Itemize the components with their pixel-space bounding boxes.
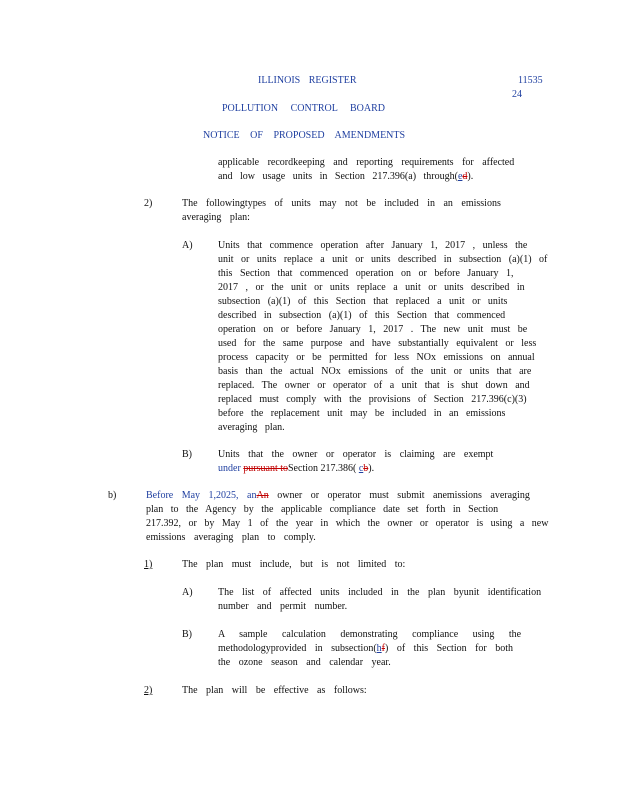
item-B-end: ). <box>368 463 375 474</box>
sub-1B-text: methodologyprovided in subsection( <box>218 643 377 654</box>
item-A-line: 2017 , or the unit or units replace a unit or units described in <box>218 282 525 293</box>
item-b-line-1 <box>146 489 530 503</box>
item-A-line: replaced. The owner or operator of a unit that is shut down and <box>218 380 530 391</box>
sub-1B-line-2 <box>218 642 513 656</box>
item-B-line-1: Units that the owner or operator is claiming are exempt <box>218 449 494 460</box>
item-A-line: before the replacement unit may be included in an emissions <box>218 408 506 419</box>
issue-number: 24 <box>512 89 522 100</box>
item-A-line: basis than the actual NOx emissions of the unit or units that are <box>218 366 532 377</box>
item-b-line-2: plan to the Agency by the applicable compliance date set forth in Section <box>146 504 499 515</box>
deleted-An: An <box>256 490 269 501</box>
item-A-line: used for the same purpose and have substantially equivalent or less <box>218 338 537 349</box>
item-2b-label: 2) <box>144 685 153 696</box>
item-b-label: b) <box>108 490 117 501</box>
item-A-line: this Section that commenced operation on or before January 1, <box>218 268 514 279</box>
sub-1B-line-1: A sample calculation demonstrating compliance using the <box>218 629 522 640</box>
item-A-line: replaced must comply with the provisions of Section 217.396(c)(3) <box>218 394 527 405</box>
continuation-text: and low usage units in Section 217.396(a) through( <box>218 171 458 182</box>
sub-1B-text-rest: ) of this Section for both <box>385 643 514 654</box>
continuation-line-2 <box>218 170 473 184</box>
sub-1B-line-3: the ozone season and calendar year. <box>218 657 391 668</box>
inserted-before-may: Before May 1,2025, an <box>146 490 257 501</box>
item-A-line: operation on or before January 1, 2017 . The new unit must be <box>218 324 528 335</box>
item-B-label: B) <box>182 449 192 460</box>
inserted-c: c <box>358 463 364 474</box>
continuation-line-1: applicable recordkeeping and reporting requirements for affected <box>218 157 515 168</box>
item-A-line: described in subsection (a)(1) of this Section that commenced <box>218 310 506 321</box>
item-2-line-1: The followingtypes of units may not be included in an emissions <box>182 198 501 209</box>
page-number: 11535 <box>518 75 543 86</box>
item-b-line-1-rest: owner or operator must submit anemissions averaging <box>277 490 530 501</box>
item-B-line-2 <box>218 462 374 476</box>
sub-1B-label: B) <box>182 629 192 640</box>
item-2-label: 2) <box>144 198 153 209</box>
sub-1A-label: A) <box>182 587 193 598</box>
notice-title: NOTICE OF PROPOSED AMENDMENTS <box>203 130 406 141</box>
item-1-text: The plan must include, but is not limited to: <box>182 559 406 570</box>
item-1-label: 1) <box>144 559 153 570</box>
continuation-end: ). <box>467 171 474 182</box>
item-A-line: unit or units replace a unit or units described in subsection (a)(1) of <box>218 254 548 265</box>
item-A-line: Units that commence operation after January 1, 2017 , unless the <box>218 240 528 251</box>
section-ref: Section 217.386( <box>288 463 357 474</box>
item-2-line-2: averaging plan: <box>182 212 250 223</box>
item-2b-text: The plan will be effective as follows: <box>182 685 367 696</box>
item-A-label: A) <box>182 240 193 251</box>
sub-1A-line-1: The list of affected units included in the plan byunit identification <box>218 587 542 598</box>
inserted-h: h <box>376 643 382 654</box>
deleted-text: d <box>462 171 468 182</box>
item-b-line-3: 217.392, or by May 1 of the year in which the owner or operator is using a new <box>146 518 549 529</box>
deleted-f: f <box>381 643 385 654</box>
deleted-pursuant-to: pursuant to <box>243 463 288 474</box>
board-title: POLLUTION CONTROL BOARD <box>222 103 385 114</box>
deleted-b: b <box>363 463 369 474</box>
item-b-line-4: emissions averaging plan to comply. <box>146 532 316 543</box>
item-A-line: subsection (a)(1) of this Section that replaced a unit or units <box>218 296 508 307</box>
inserted-text: e <box>457 171 463 182</box>
sub-1A-line-2: number and permit number. <box>218 601 348 612</box>
register-title: ILLINOIS REGISTER <box>258 75 357 86</box>
item-A-line: averaging plan. <box>218 422 285 433</box>
inserted-under: under <box>218 463 241 474</box>
item-A-line: process capacity or be permitted for less NOx emissions on annual <box>218 352 535 363</box>
